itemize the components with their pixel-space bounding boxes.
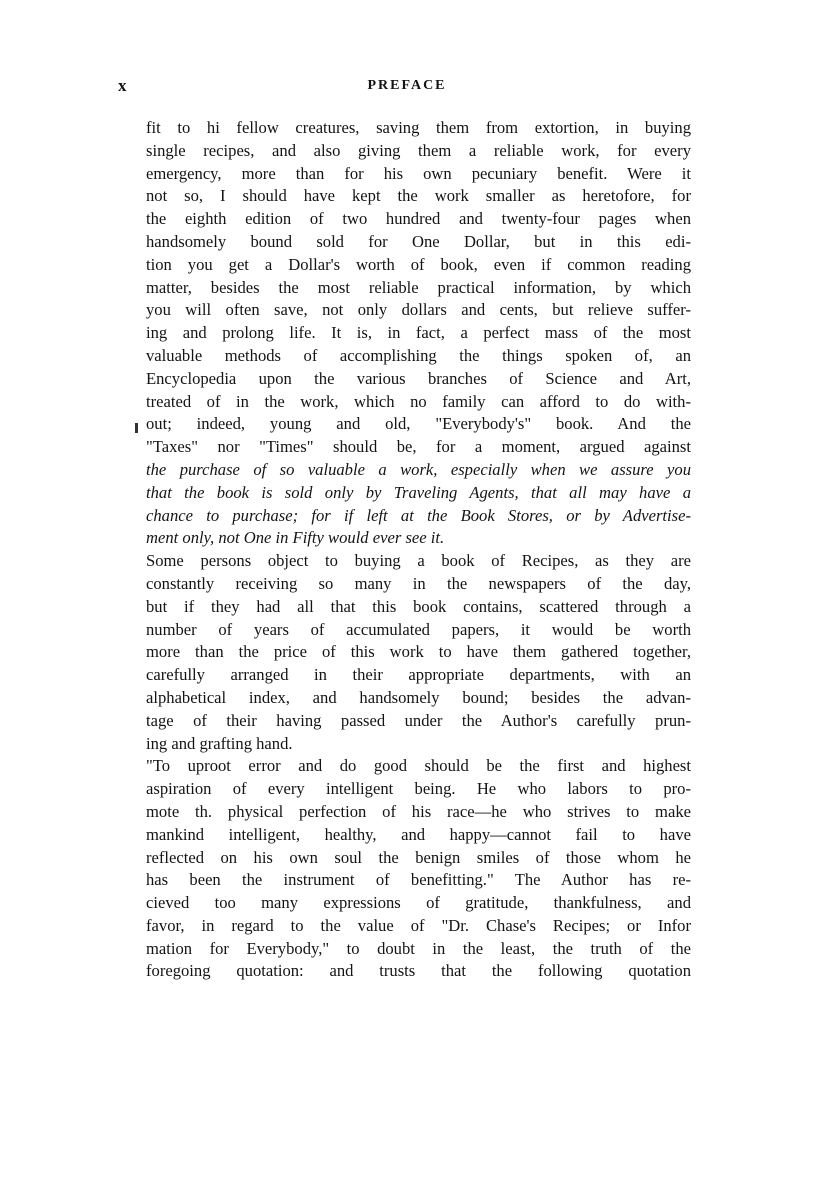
text-line: tion you get a Dollar's worth of book, even if common reading xyxy=(146,254,691,274)
running-title: PREFACE xyxy=(367,78,447,93)
paragraph-1 xyxy=(146,117,691,550)
text-line: valuable methods of accomplishing the things spoken of, an xyxy=(146,345,691,365)
text-line: reflected on his own soul the benign smiles of those whom he xyxy=(146,847,691,867)
text-line: constantly receiving so many in the newspapers of the day, xyxy=(146,573,691,593)
text-line: alphabetical index, and handsomely bound; besides the advan- xyxy=(146,687,691,707)
paragraph-2 xyxy=(146,550,691,755)
text-line: carefully arranged in their appropriate departments, with an xyxy=(146,665,691,685)
text-line: mation for Everybody," to doubt in the least, the truth of the xyxy=(146,938,691,958)
text-line: but if they had all that this book contains, scattered through a xyxy=(146,596,691,616)
running-head xyxy=(118,76,696,102)
text-line: the purchase of so valuable a work, especially when we assure you xyxy=(146,459,691,479)
text-line: the eighth edition of two hundred and twenty-four pages when xyxy=(146,209,691,229)
body-text xyxy=(146,117,691,983)
text-line: ment only, not One in Fifty would ever see it. xyxy=(146,528,445,548)
text-line: Encyclopedia upon the various branches of Science and Art, xyxy=(146,368,691,388)
text-line: foregoing quotation: and trusts that the following quotation xyxy=(146,961,691,981)
text-line: not so, I should have kept the work smaller as heretofore, for xyxy=(146,186,691,206)
paragraph-3 xyxy=(146,755,691,983)
text-line: chance to purchase; for if left at the Book Stores, or by Advertise- xyxy=(146,505,691,525)
text-line: you will often save, not only dollars and cents, but relieve suffer- xyxy=(146,300,691,320)
text-line: emergency, more than for his own pecuniary benefit. Were it xyxy=(146,163,691,183)
text-line: Some persons object to buying a book of Recipes, as they are xyxy=(146,551,691,571)
text-line: ing and prolong life. It is, in fact, a perfect mass of the most xyxy=(146,323,691,343)
text-line: treated of in the work, which no family can afford to do with- xyxy=(146,391,691,411)
text-line: fit to hi fellow creatures, saving them from extortion, in buying xyxy=(146,118,691,137)
text-line: "Taxes" nor "Times" should be, for a moment, argued against xyxy=(146,437,691,457)
text-line: ing and grafting hand. xyxy=(146,733,293,753)
text-line: out; indeed, young and old, "Everybody's" book. And the xyxy=(146,414,691,434)
text-line: has been the instrument of benefitting." The Author has re- xyxy=(146,870,691,890)
text-line: that the book is sold only by Traveling Agents, that all may have a xyxy=(146,482,691,502)
text-line: number of years of accumulated papers, it would be worth xyxy=(146,619,691,639)
text-line: "To uproot error and do good should be the first and highest xyxy=(146,756,691,776)
text-line: tage of their having passed under the Author's carefully prun- xyxy=(146,710,691,730)
text-line: handsomely bound sold for One Dollar, but in this edi- xyxy=(146,231,691,251)
margin-mark xyxy=(135,423,138,433)
page-number: x xyxy=(118,76,128,95)
text-line: mote th. physical perfection of his race—he who strives to make xyxy=(146,801,691,821)
text-line: single recipes, and also giving them a reliable work, for every xyxy=(146,140,691,160)
text-line: more than the price of this work to have them gathered together, xyxy=(146,642,691,662)
text-line: favor, in regard to the value of "Dr. Chase's Recipes; or Infor xyxy=(146,915,691,935)
text-line: cieved too many expressions of gratitude, thankfulness, and xyxy=(146,893,691,913)
text-line: matter, besides the most reliable practical information, by which xyxy=(146,277,691,297)
text-line: aspiration of every intelligent being. He who labors to pro- xyxy=(146,779,691,799)
text-line: mankind intelligent, healthy, and happy—cannot fail to have xyxy=(146,824,691,844)
